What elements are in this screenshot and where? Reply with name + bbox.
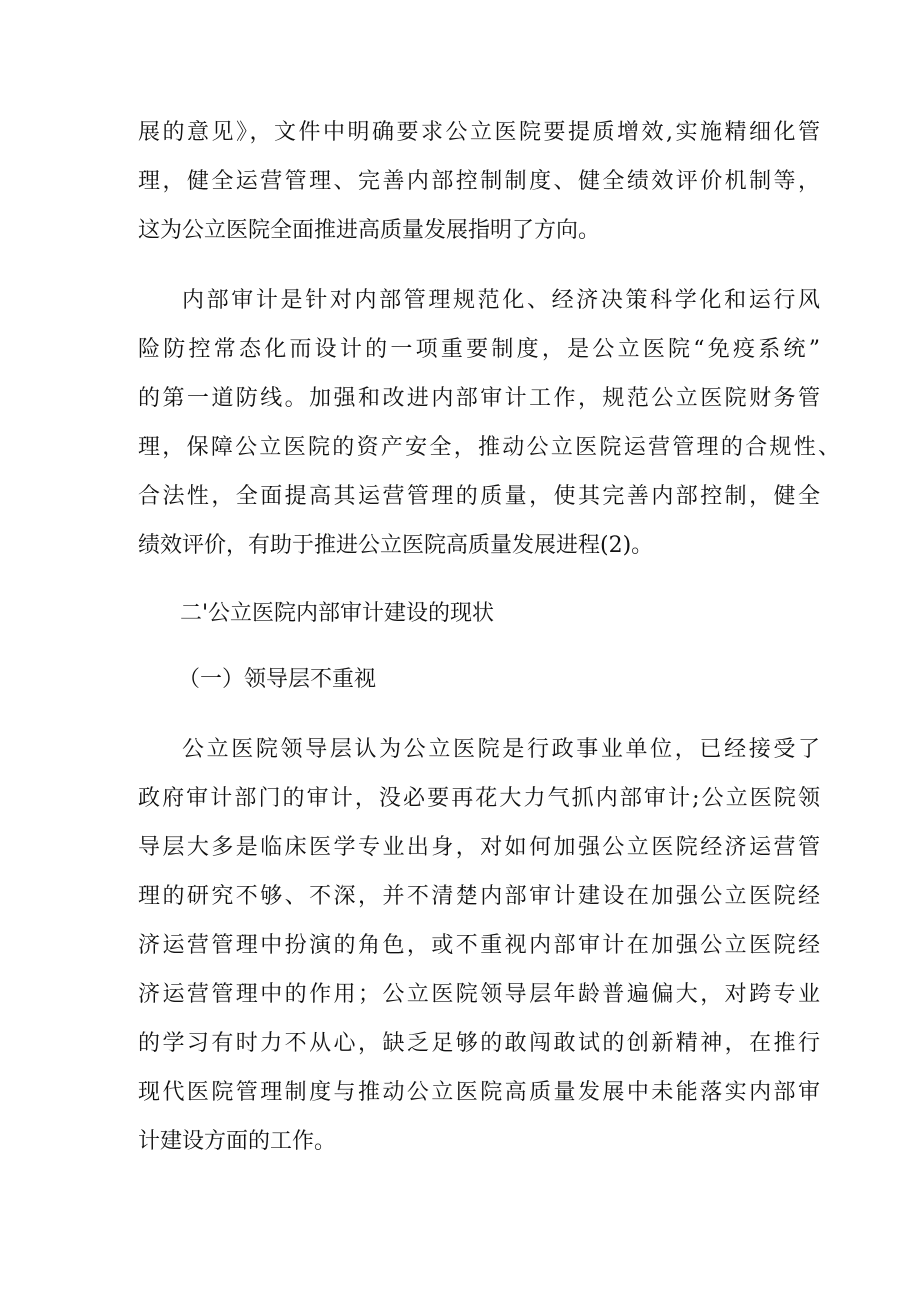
paragraph-3-line: 政府审计部门的审计，没必要再花大力气抓内部审计;公立医院领	[138, 786, 820, 811]
paragraph-1-line: 展的意见》，文件中明确要求公立医院要提质增效,实施精细化管	[138, 120, 820, 145]
paragraph-3-line: 公立医院领导层认为公立医院是行政事业单位，已经接受了	[182, 737, 820, 762]
paragraph-3-line: 济运营管理中的作用；公立医院领导层年龄普遍偏大，对跨专业	[138, 982, 820, 1007]
paragraph-3-line: 的学习有时力不从心，缺乏足够的敢闯敢试的创新精神，在推行	[138, 1031, 820, 1056]
paragraph-3-line: 济运营管理中扮演的角色，或不重视内部审计在加强公立医院经	[138, 933, 820, 958]
paragraph-3-line: 现代医院管理制度与推动公立医院高质量发展中未能落实内部审	[138, 1080, 820, 1105]
paragraph-2-line: 内部审计是针对内部管理规范化、经济决策科学化和运行风	[182, 288, 820, 313]
paragraph-2-line: 绩效评价，有助于推进公立医院高质量发展进程(2)。	[138, 533, 654, 558]
paragraph-3-line: 理的研究不够、不深，并不清楚内部审计建设在加强公立医院经	[138, 884, 820, 909]
subsection-heading: （一）领导层不重视	[178, 667, 377, 692]
paragraph-3-line: 导层大多是临床医学专业出身，对如何加强公立医院经济运营管	[138, 835, 820, 860]
paragraph-1-line: 这为公立医院全面推进高质量发展指明了方向。	[138, 218, 601, 243]
paragraph-2-line: 合法性，全面提高其运营管理的质量，使其完善内部控制，健全	[138, 484, 820, 509]
paragraph-3-line: 计建设方面的工作。	[138, 1129, 337, 1154]
paragraph-2-line: 的第一道防线。加强和改进内部审计工作，规范公立医院财务管	[138, 386, 820, 411]
paragraph-2-line: 理，保障公立医院的资产安全，推动公立医院运营管理的合规性、	[138, 435, 840, 460]
paragraph-2-line: 险防控常态化而设计的一项重要制度，是公立医院“免疫系统”	[138, 337, 820, 362]
paragraph-1-line: 理，健全运营管理、完善内部控制制度、健全绩效评价机制等，	[138, 169, 820, 194]
section-heading: 二'公立医院内部审计建设的现状	[180, 601, 495, 626]
